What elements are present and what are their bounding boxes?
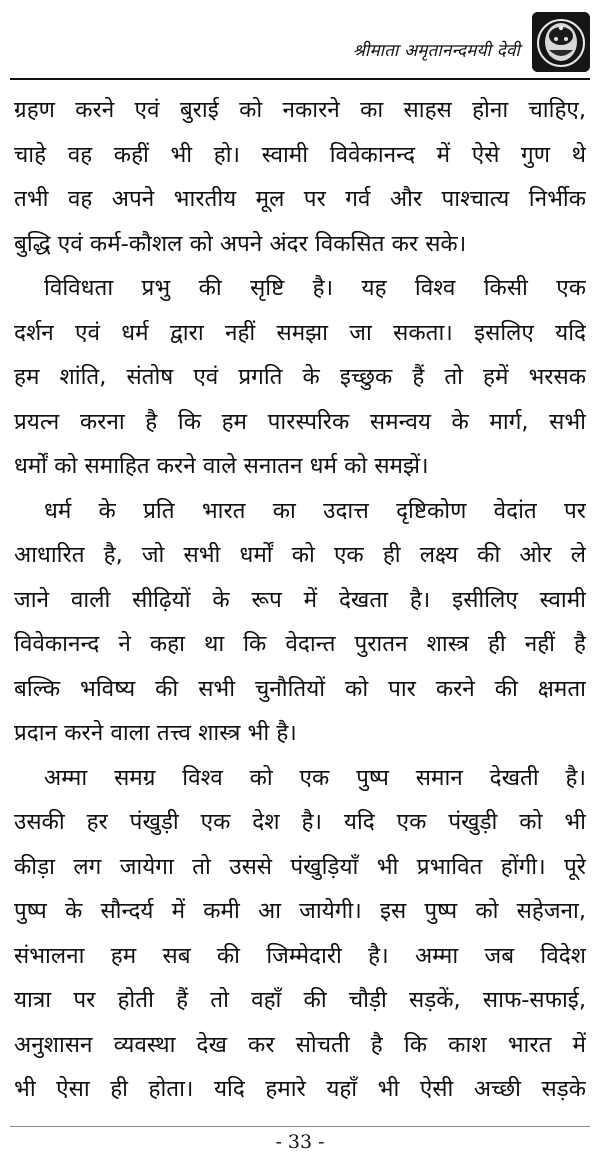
text-line: पुष्प के सौन्दर्य में कमी आ जायेगी। इस पुष्प को सहेजना, [14, 898, 586, 924]
body-text [14, 88, 586, 1112]
text-line: विविधता प्रभु की सृष्टि है। यह विश्व किसी एक [44, 275, 586, 301]
text-line: कीड़ा लग जायेगा तो उससे पंखुड़ियाँ भी प्रभावित होंगी। पूरे [14, 853, 586, 880]
text-line: आधारित है, जो सभी धर्मों को एक ही लक्ष्य की ओर ले [14, 542, 586, 568]
text-line: अम्मा समग्र विश्व को एक पुष्प समान देखती है। [44, 764, 586, 791]
text-line: हम शांति, संतोष एवं प्रगति के इच्छुक हैं तो हमें भरसक [14, 364, 586, 390]
text-line: धर्म के प्रति भारत का उदात्त दृष्टिकोण वेदांत पर [44, 497, 586, 524]
text-line: तभी वह अपने भारतीय मूल पर गर्व और पाश्चात्य निर्भीक [14, 186, 586, 212]
text-line: प्रदान करने वाला तत्त्व शास्त्र भी है। [14, 720, 297, 746]
text-line: ग्रहण करने एवं बुराई को नकारने का साहस होना चाहिए, [14, 97, 586, 123]
text-line: दर्शन एवं धर्म द्वारा नहीं समझा जा सकता। इसलिए यदि [14, 319, 586, 346]
header-divider [10, 78, 590, 80]
text-line: संभालना हम सब की जिम्मेदारी है। अम्मा जब विदेश [14, 942, 586, 969]
footer-divider [10, 1126, 590, 1127]
text-line: चाहे वह कहीं भी हो। स्वामी विवेकानन्द में ऐसे गुण थे [14, 141, 586, 168]
om-emblem-icon [532, 12, 590, 72]
text-line: अनुशासन व्यवस्था देख कर सोचती है कि काश भारत में [14, 1031, 586, 1058]
text-line: भी ऐसा ही होता। यदि हमारे यहाँ भी ऐसी अच्छी सड़के [14, 1076, 586, 1102]
text-line: प्रयत्न करना है कि हम पारस्परिक समन्वय के मार्ग, सभी [14, 408, 586, 435]
running-header: श्रीमाता अमृतानन्दमयी देवी [352, 41, 520, 61]
page-number: - 33 - [275, 1131, 325, 1153]
text-line: जाने वाली सीढ़ियों के रूप में देखता है। इसीलिए स्वामी [14, 586, 586, 613]
text-line: धर्मों को समाहित करने वाले सनातन धर्म को समझें। [14, 453, 429, 479]
text-line: बल्कि भविष्य की सभी चुनौतियों को पार करने की क्षमता [14, 675, 586, 702]
text-line: बुद्धि एवं कर्म-कौशल को अपने अंदर विकसित कर सके। [14, 230, 467, 257]
text-line: यात्रा पर होती हैं तो वहाँ की चौड़ी सड़कें, साफ-सफाई, [14, 987, 586, 1013]
text-line: विवेकानन्द ने कहा था कि वेदान्त पुरातन शास्त्र ही नहीं है [14, 631, 586, 657]
text-line: उसकी हर पंखुड़ी एक देश है। यदि एक पंखुड़ी को भी [14, 809, 586, 835]
